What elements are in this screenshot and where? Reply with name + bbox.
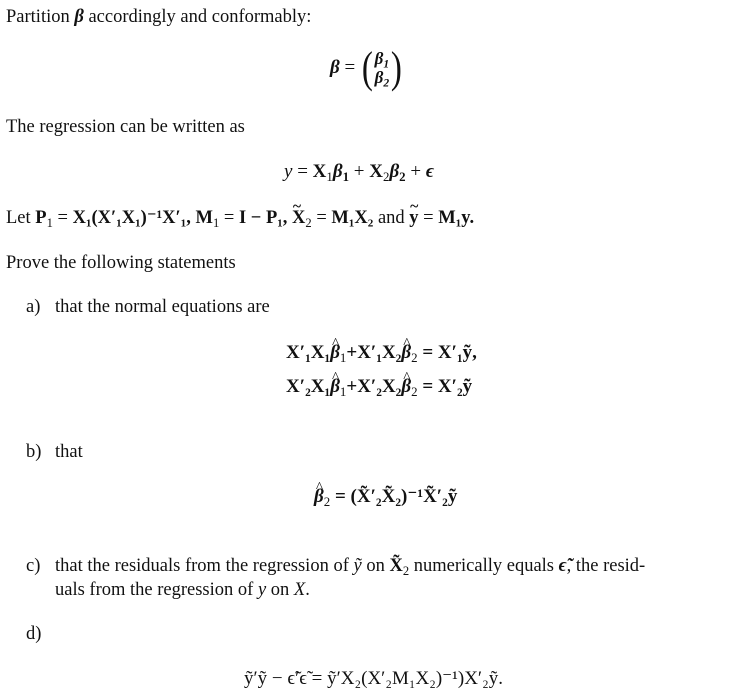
item-d-label: d): [26, 624, 42, 644]
partition-eq: =: [344, 57, 356, 78]
item-a-label: a): [26, 297, 41, 317]
item-a-text: that the normal equations are: [55, 297, 270, 317]
beta-symbol: β: [74, 7, 84, 27]
item-c-line-1: that the residuals from the regression of ỹ on $X̃_2$ numerically equals ϵ̃, the resid-: [55, 556, 646, 579]
regression-equation: $y = X_1\beta_1 + X_2\beta_2 + \epsilon$: [284, 161, 435, 185]
partition-bottom: $\beta_2$: [374, 68, 390, 90]
item-d-equation: ỹ′ỹ − ϵ̃′ϵ̃ = ỹ′X₂(X′₂M₁X₂)⁻¹)X′₂ỹ.: [244, 668, 503, 689]
partition-top: $\beta_1$: [374, 49, 390, 71]
regression-intro: The regression can be written as: [6, 117, 245, 137]
intro-text-before: Partition: [6, 7, 70, 27]
item-b-label: b): [26, 442, 42, 462]
item-c-line-2: uals from the regression of y on X.: [55, 580, 310, 600]
partition-lhs: β: [330, 57, 340, 78]
intro-line: [6, 6, 311, 28]
prove-intro: Prove the following statements: [6, 253, 236, 273]
beta2-hat-equation: ^ $\beta_2$ = (X̃′₂X̃₂)⁻¹X̃′₂ỹ: [314, 485, 457, 509]
definitions-line: Let $P_1 = X_1(X'_1X_1)^{-1}X'_1$, $M_1 = I - P_1$, ~ $X_2 = M_1X_2$ and ~ y = M₁y.: [6, 207, 474, 229]
item-b-text: that: [55, 442, 83, 462]
partition-vector: [374, 49, 390, 90]
partition-equation: [330, 43, 404, 92]
normal-equation-2: X′₂X₁^ $\beta_1+X'_2X_2\^{}$ $\beta_2$ = X′₂ỹ: [286, 375, 472, 399]
left-paren: (: [361, 43, 373, 92]
normal-equation-1: X′₁X₁^ $\beta_1+X'_1X_2\^{}$ $\beta_2$ = X′₁ỹ,: [286, 341, 477, 365]
intro-text-after: accordingly and conformably:: [88, 7, 312, 27]
item-c-label: c): [26, 556, 41, 576]
right-paren: ): [390, 43, 402, 92]
